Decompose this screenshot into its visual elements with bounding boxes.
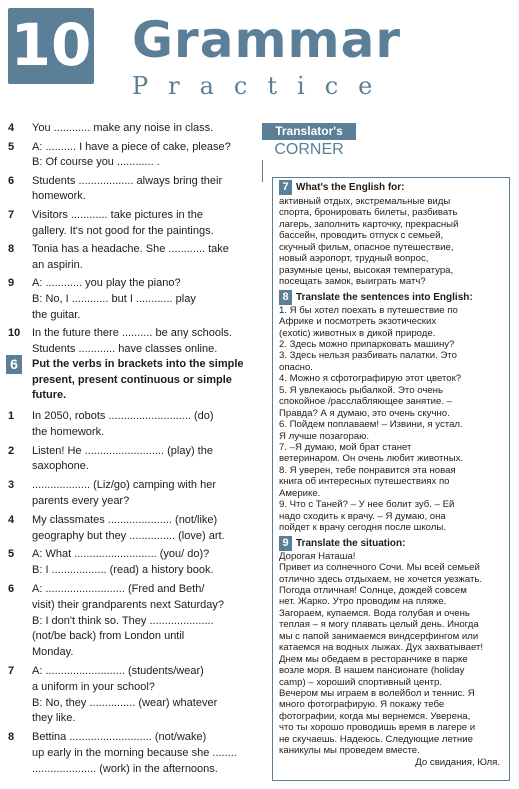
exercise-6-item-number: 4	[8, 513, 15, 526]
box9-text-line: camp) – хороший спортивный центр.	[279, 676, 443, 688]
exercise-6-item-text: A: .......................... (students/wear)	[32, 665, 204, 677]
box8-number-box: 8	[279, 290, 292, 305]
box8-text-line: Я лучше позагораю.	[279, 430, 369, 442]
exercise-top-item-number: 6	[8, 174, 15, 187]
box9-text-line: каникулы мы проведем вместе.	[279, 745, 420, 757]
exercise-6-item-text: A: What ........................... (you/ do)?	[32, 548, 210, 561]
box9-text-line: Вечером мы играем в волейбол и теннис. Я	[279, 688, 475, 699]
box8-text-line: книга об интересных путешествиях по	[279, 476, 450, 488]
page-title: Grammar	[132, 11, 402, 69]
page-subtitle: Practice	[132, 72, 393, 100]
box8-text-line: 9. Что с Таней? – У нее болит зуб. – Ей	[279, 499, 455, 511]
exercise-6-instruction-line: present, present continuous or simple	[32, 373, 232, 386]
box7-text-line: посещать замок, выиграть матч?	[279, 276, 426, 288]
exercise-6-item-text: ................... (Liz/go) camping with her	[32, 479, 217, 492]
box9-heading: Translate the situation:	[296, 537, 406, 549]
box9-text-line: нет. Жарко. Утро проводим на пляже.	[279, 596, 447, 608]
exercise-top-item-text: the guitar.	[32, 308, 81, 321]
box8-text-line: опасно.	[279, 361, 313, 373]
box7-text-line: активный отдых, экстремальные виды	[279, 196, 451, 207]
box8-text-line: 7. –Я думаю, мой брат станет	[279, 442, 412, 453]
exercise-6-item-text: they like.	[32, 712, 76, 725]
exercise-6-item-text: a uniform in your school?	[32, 680, 155, 693]
box7-text-line: разумные цены, высокая температура,	[279, 264, 454, 276]
box7-text-line: лагерь, заполнить карточку, прекрасный	[279, 218, 459, 230]
exercise-6-item-number: 3	[8, 479, 15, 492]
translators-corner-bottom: CORNER	[274, 141, 344, 158]
exercise-6-item-number: 6	[8, 583, 15, 595]
exercise-top-item-text: gallery. It's not good for the paintings.	[32, 224, 214, 237]
box7-text-line: новый аэропорт, трудный вопрос,	[279, 253, 429, 265]
exercise-top-item-number: 9	[8, 277, 15, 290]
exercise-6-item-text: Monday.	[32, 646, 74, 659]
exercise-top-item-text: B: No, I ............ but I ............ play	[32, 293, 196, 305]
exercise-top-item-text: Students .................. always bring their	[32, 174, 223, 187]
exercise-6-item-text: Listen! He .......................... (play) the	[32, 444, 213, 457]
box7-number-box: 7	[279, 180, 292, 195]
exercise-6-item-text: saxophone.	[32, 460, 89, 473]
exercise-6-item-number: 2	[8, 444, 15, 457]
box8-text-line: 6. Пойдем поплаваем! – Извини, я устал.	[279, 419, 463, 431]
exercise-6-item-text: In 2050, robots ........................... (do)	[32, 410, 214, 422]
exercise-top-item-text: B: Of course you ............ .	[32, 156, 160, 169]
box9-text-line: отлично здесь отдыхаем, не хочется уезжать.	[279, 573, 483, 585]
exercise-6-item-text: A: .......................... (Fred and Beth/	[32, 583, 205, 595]
exercise-top-item-text: A: .......... I have a piece of cake, please?	[32, 140, 231, 153]
exercise-top-item-text: an aspirin.	[32, 258, 83, 271]
exercise-6-item-text: My classmates ..................... (not/like)	[32, 513, 218, 526]
exercise-6-item-number: 1	[8, 410, 15, 422]
box9-signoff: До свидания, Юля.	[415, 756, 500, 768]
box9-text-line: катаемся на водных лыжах. Дух захватывает!	[279, 642, 484, 654]
exercise-top-item-text: homework.	[32, 190, 86, 203]
box9-text-line: что ты хорошо проводишь время в лагере и	[279, 722, 476, 734]
exercise-6-instruction-line: Put the verbs in brackets into the simple	[32, 358, 244, 370]
box8-text-line: пойдет к врачу сегодня после школы.	[279, 522, 446, 534]
exercise-6-item-text: parents every year?	[32, 495, 130, 507]
exercise-6-item-text: B: I .................. (read) a history book.	[32, 564, 214, 577]
box8-text-line: спокойное /расслабляющее занятие. –	[279, 396, 452, 408]
box9-text-line: Погода отличная! Солнце, дождей совсем	[279, 584, 467, 596]
box7-text-line: бассейн, проводить отпуск с семьей,	[279, 230, 444, 242]
box8-text-line: Правда? А я думаю, это очень скучно.	[279, 407, 450, 419]
box8-text-line: 1. Я бы хотел поехать в путешествие по	[279, 304, 458, 316]
translators-corner-badge	[262, 123, 356, 161]
exercise-top-item-number: 7	[8, 209, 15, 221]
exercise-top-item-text: You ............ make any noise in class.	[32, 122, 214, 134]
box8-text-line: ветеринаром. Он очень любит животных.	[279, 453, 464, 465]
box8-text-line: 2. Здесь можно припарковать машину?	[279, 338, 455, 350]
box8-text-line: 4. Можно я сфотографирую этот цветок?	[279, 373, 462, 385]
corner-divider	[262, 160, 263, 182]
box9-text-line: Днем мы обедаем в ресторанчике в парке	[279, 653, 468, 665]
box9-text-line: теплая – я могу плавать целый день. Иногда	[279, 619, 479, 631]
box9-text-line: мы с папой занимаемся виндсерфингом или	[279, 630, 479, 642]
box8-text-line: Америке.	[279, 487, 321, 499]
box8-text-line: 5. Я увлекаюсь рыбалкой. Это очень	[279, 384, 443, 396]
exercise-6-item-text: up early in the morning because she ........	[32, 747, 237, 759]
box8-text-line: Африке и посмотреть экзотических	[279, 316, 437, 328]
exercise-6-item-text: geography but they ............... (love) art.	[32, 529, 225, 542]
exercise-top-item-text: Visitors ............ take pictures in the	[32, 209, 203, 221]
box7-text-line: спорта, бронировать билеты, разбивать	[279, 207, 458, 219]
exercise-6-number-box: 6	[6, 355, 22, 374]
exercise-6-item-number: 7	[8, 665, 15, 677]
exercise-top-item-text: A: ............ you play the piano?	[32, 277, 181, 290]
box9-text-line: Дорогая Наташа!	[279, 550, 356, 562]
box9-text-line: не скучаешь. Надеюсь. Следующие летние	[279, 733, 473, 745]
box7-heading: What's the English for:	[296, 182, 405, 193]
box9-text-line: фотографии, когда мы вернемся. Уверена,	[279, 710, 471, 722]
exercise-top-item-number: 4	[8, 122, 15, 134]
exercise-6-item-text: the homework.	[32, 425, 105, 438]
exercise-top-item-text: Tonia has a headache. She ............ take	[32, 243, 229, 256]
exercise-6-item-number: 5	[8, 548, 15, 561]
exercise-6-item-text: B: No, they ............... (wear) whatever	[32, 696, 218, 709]
exercise-top-item-number: 5	[8, 140, 15, 153]
box9-text-line: Привет из солнечного Сочи. Мы всей семьей	[279, 562, 480, 574]
exercise-top-item-number: 8	[8, 243, 15, 256]
box8-text-line: 8. Я уверен, тебе понравится эта новая	[279, 464, 456, 476]
exercise-6-instruction-line: future.	[32, 389, 67, 401]
box8-heading: Translate the sentences into English:	[296, 291, 473, 303]
exercise-top-item-text: In the future there .......... be any schools.	[32, 327, 232, 340]
exercise-6-item-text: Bettina ........................... (not/wake)	[32, 731, 207, 744]
exercise-top-item-number: 10	[8, 327, 21, 340]
exercise-6-item-number: 8	[8, 731, 15, 744]
box9-text-line: много фотографирую. Я покажу тебе	[279, 699, 445, 711]
box7-text-line: скучный фильм, опасное путешествие,	[279, 241, 454, 253]
box8-text-line: 3. Здесь нельзя разбивать палатки. Это	[279, 350, 457, 362]
box8-text-line: надо сходить к врачу. – Я думаю, она	[279, 510, 446, 522]
translators-corner-top: Translator's	[262, 123, 356, 140]
box9-text-line: Загораем, купаемся. Вода голубая и очень	[279, 607, 470, 619]
box9-text-line: возле моря. В нашем пансионате (holiday	[279, 665, 465, 677]
box9-number-box: 9	[279, 536, 292, 551]
exercise-6-item-text: (not/be back) from London until	[32, 630, 185, 643]
unit-number: 10	[10, 11, 92, 79]
exercise-top-item-text: Students ............ have classes online.	[32, 342, 218, 355]
exercise-6-item-text: visit) their grandparents next Saturday?	[32, 598, 224, 611]
exercise-6-item-text: B: I don't think so. They .....................	[32, 614, 214, 627]
box8-text-line: (exotic) животных в дикой природе.	[279, 327, 436, 339]
exercise-6-item-text: ..................... (work) in the afternoons.	[32, 762, 218, 775]
